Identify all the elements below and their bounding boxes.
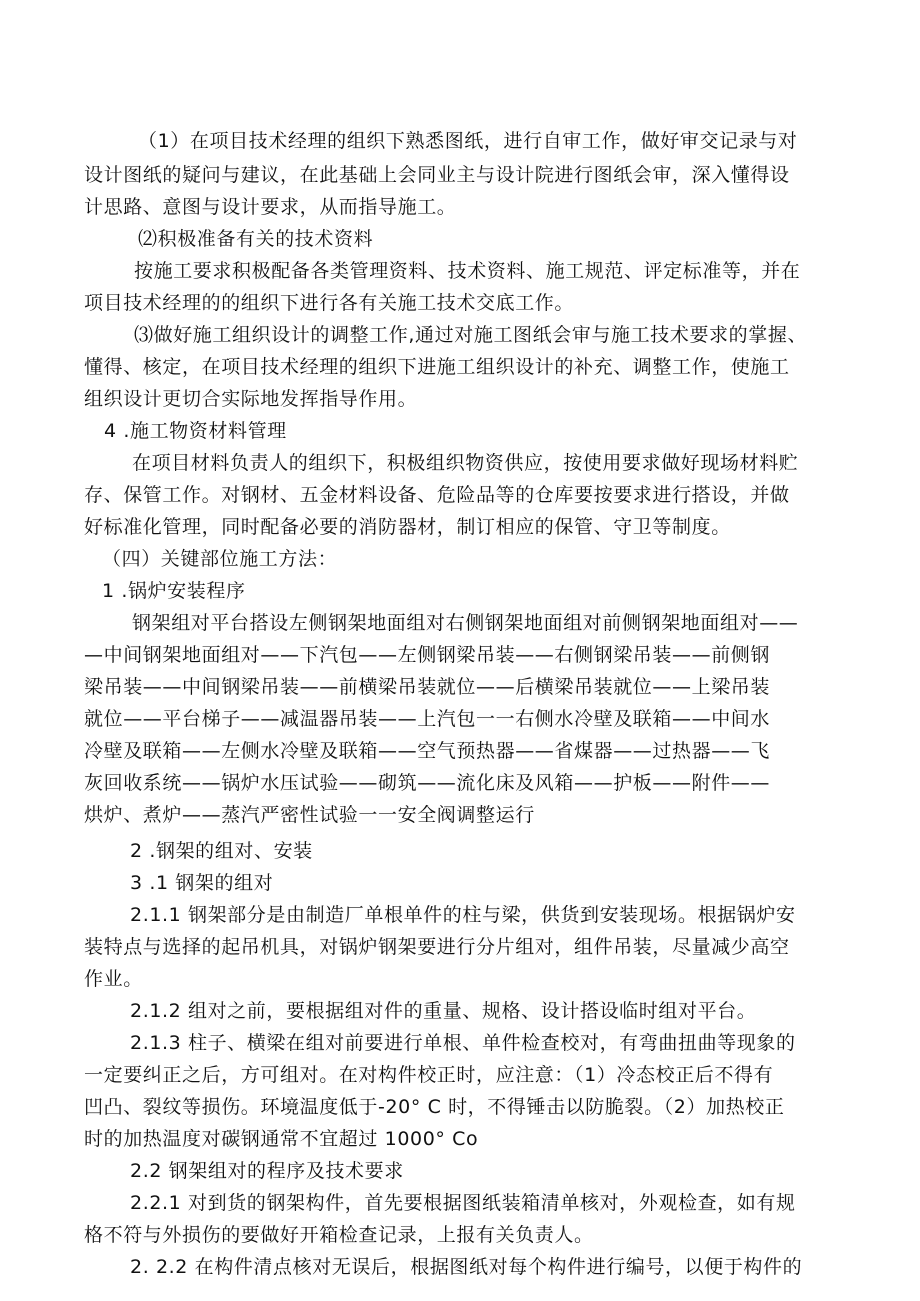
paragraph-line: 冷壁及联箱——左侧水冷壁及联箱——空气预热器——省煤器——过热器——飞 bbox=[84, 740, 771, 762]
paragraph-line: 2. 2.2 在构件清点核对无误后，根据图纸对每个构件进行编号，以便于构件的 bbox=[130, 1256, 803, 1278]
paragraph-line: 灰回收系统——锅炉水压试验——砌筑——流化床及风箱——护板——附件—— bbox=[84, 772, 771, 794]
paragraph-line: 梁吊装——中间钢梁吊装——前横梁吊装就位——后横梁吊装就位——上梁吊装 bbox=[84, 676, 771, 698]
paragraph-line: 在项目材料负责人的组织下，积极组织物资供应，按使用要求做好现场材料贮 bbox=[132, 452, 799, 474]
subheading-line: ⑵积极准备有关的技术资料 bbox=[138, 228, 374, 250]
paragraph-line: 2.1.3 柱子、横梁在组对前要进行单根、单件检查校对，有弯曲扭曲等现象的 bbox=[130, 1032, 796, 1054]
paragraph-line: 项目技术经理的的组织下进行各有关施工技术交底工作。 bbox=[84, 292, 575, 314]
paragraph-line: 组织设计更切合实际地发挥指导作用。 bbox=[84, 388, 418, 410]
paragraph-line: 作业。 bbox=[84, 968, 143, 990]
paragraph-line: 格不符与外损伤的要做好开箱检查记录，上报有关负责人。 bbox=[84, 1224, 594, 1246]
paragraph-line: 存、保管工作。对钢材、五金材料设备、危险品等的仓库要按要求进行搭设，并做 bbox=[84, 484, 790, 506]
paragraph-line: 2.2.1 对到货的钢架构件，首先要根据图纸装箱清单核对，外观检查，如有规 bbox=[130, 1192, 796, 1214]
paragraph-line: 钢架组对平台搭设左侧钢架地面组对右侧钢架地面组对前侧钢架地面组对—— bbox=[132, 612, 799, 634]
paragraph-line: 懂得、核定，在项目技术经理的组织下进施工组织设计的补充、调整工作，使施工 bbox=[84, 356, 790, 378]
paragraph-line: 烘炉、煮炉——蒸汽严密性试验一一安全阀调整运行 bbox=[84, 804, 535, 826]
section-heading: 4 .施工物资材料管理 bbox=[104, 420, 287, 442]
paragraph-line: 凹凸、裂纹等损伤。环境温度低于-20° C 时，不得锤击以防脆裂。（2）加热校正 bbox=[84, 1096, 785, 1118]
paragraph-line: 一定要纠正之后，方可组对。在对构件校正时，应注意：（1）冷态校正后不得有 bbox=[84, 1064, 774, 1086]
paragraph-line: 计思路、意图与设计要求，从而指导施工。 bbox=[84, 196, 457, 218]
section-heading: （四）关键部位施工方法： bbox=[102, 548, 338, 570]
section-heading: 2 .钢架的组对、安装 bbox=[130, 840, 313, 862]
paragraph-line: ⑶做好施工组织设计的调整工作,通过对施工图纸会审与施工技术要求的掌握、 bbox=[134, 324, 808, 346]
section-heading: 2.2 钢架组对的程序及技术要求 bbox=[130, 1160, 404, 1182]
paragraph-line: 装特点与选择的起吊机具，对锅炉钢架要进行分片组对，组件吊装，尽量减少高空 bbox=[84, 936, 790, 958]
paragraph-line: 2.1.2 组对之前，要根据组对件的重量、规格、设计搭设临时组对平台。 bbox=[130, 1000, 757, 1022]
paragraph-line: —中间钢架地面组对——下汽包——左侧钢梁吊装——右侧钢梁吊装——前侧钢 bbox=[84, 644, 771, 666]
paragraph-line: 2.1.1 钢架部分是由制造厂单根单件的柱与梁，供货到安装现场。根据锅炉安 bbox=[130, 904, 796, 926]
section-heading: 1 .锅炉安装程序 bbox=[102, 580, 246, 602]
paragraph-line: 按施工要求积极配备各类管理资料、技术资料、施工规范、评定标准等，并在 bbox=[134, 260, 801, 282]
paragraph-line: 就位——平台梯子——减温器吊装——上汽包一一右侧水冷壁及联箱——中间水 bbox=[84, 708, 771, 730]
paragraph-line: 好标准化管理，同时配备必要的消防器材，制订相应的保管、守卫等制度。 bbox=[84, 516, 731, 538]
paragraph-line: 时的加热温度对碳钢通常不宜超过 1000° Co bbox=[84, 1128, 479, 1150]
section-heading: 3 .1 钢架的组对 bbox=[130, 872, 274, 894]
paragraph-line: （1）在项目技术经理的组织下熟悉图纸，进行自审工作，做好审交记录与对 bbox=[138, 130, 798, 152]
paragraph-line: 设计图纸的疑问与建议，在此基础上会同业主与设计院进行图纸会审，深入懂得设 bbox=[84, 164, 790, 186]
